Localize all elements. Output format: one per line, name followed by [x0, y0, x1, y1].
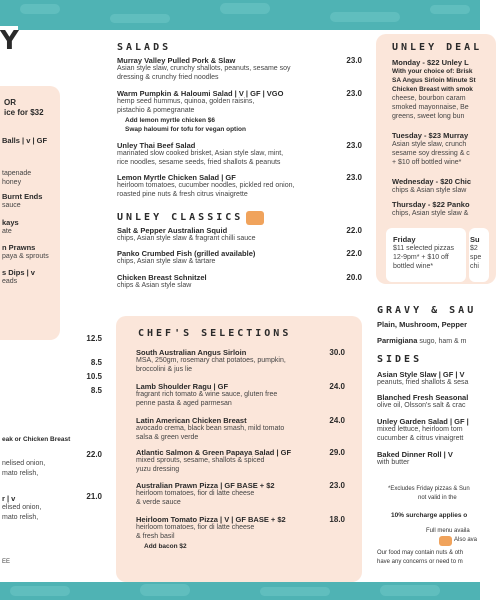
- side-name: Blanched Fresh Seasonal: [377, 393, 469, 402]
- footnote: not valid in the: [418, 495, 457, 501]
- side-name: Unley Garden Salad | GF |: [377, 417, 469, 426]
- left-lower-price: 22.0: [86, 450, 102, 459]
- classic-price: 22.0: [346, 249, 362, 258]
- salad-desc: roasted pine nuts & fresh citrus vinaigrette: [117, 191, 248, 198]
- classic-name: Salt & Pepper Australian Squid: [117, 226, 228, 235]
- chef-name: Australian Prawn Pizza | GF BASE + $2: [136, 481, 275, 490]
- surcharge-note: 10% surcharge applies o: [391, 512, 468, 519]
- left-price: 12.5: [86, 334, 102, 343]
- left-deal-line2: ice for $32: [4, 108, 44, 117]
- chef-name: Atlantic Salmon & Green Papaya Salad | GF: [136, 448, 292, 457]
- left-deal-box: [0, 86, 60, 340]
- chef-desc: & fresh basil: [136, 533, 175, 540]
- left-item-desc: sauce: [2, 202, 21, 209]
- left-item-name: s Dips | v: [2, 268, 35, 277]
- classic-desc: chips, Asian style slaw & tartare: [117, 258, 216, 265]
- deal-line: With your choice of: Brisk: [392, 68, 473, 75]
- friday-desc: bottled wine*: [393, 263, 434, 270]
- salad-name: Unley Thai Beef Salad: [117, 141, 196, 150]
- gravy-heading: GRAVY & SAU: [377, 305, 477, 316]
- chefs-heading: CHEF'S SELECTIONS: [138, 328, 292, 339]
- left-price: 10.5: [86, 372, 102, 381]
- sunday-title: Su: [470, 235, 480, 244]
- salad-desc: dressing & crunchy fried noodles: [117, 74, 219, 81]
- salad-desc: marinated slow cooked brisket, Asian style slaw, mint,: [117, 150, 284, 157]
- salad-desc: pistachio & pomegranate: [117, 107, 195, 114]
- left-deal-line1: OR: [4, 98, 16, 107]
- chef-desc: & verde sauce: [136, 499, 181, 506]
- left-item-desc: ate: [2, 228, 12, 235]
- gravy-parmigiana-desc: sugo, ham & m: [417, 338, 467, 345]
- sides-heading: SIDES: [377, 354, 423, 365]
- salad-price: 23.0: [346, 173, 362, 182]
- left-item-desc: eads: [2, 278, 18, 285]
- salad-note: Add lemon myrtle chicken $6: [125, 117, 215, 124]
- left-item-desc: tapenade: [2, 170, 32, 177]
- chef-desc: heirloom tomatoes, fior di latte cheese: [136, 490, 255, 497]
- side-name: Asian Style Slaw | GF | V: [377, 370, 465, 379]
- menu-page: [0, 26, 483, 582]
- chef-desc: salsa & green verde: [136, 434, 199, 441]
- chef-name: South Australian Angus Sirloin: [136, 348, 247, 357]
- friday-desc: $11 selected pizzas: [393, 245, 454, 252]
- friday-desc: 12-9pm* + $10 off: [393, 254, 449, 261]
- gravy-parmigiana: Parmigiana: [377, 336, 418, 345]
- classics-heading: UNLEY CLASSICS: [117, 212, 244, 223]
- left-price: 8.5: [90, 386, 102, 395]
- side-desc: olive oil, Olsson's salt & crac: [377, 402, 466, 409]
- side-desc: cucumber & citrus vinaigrett: [377, 435, 464, 442]
- classic-desc: chips & Asian style slaw: [117, 282, 192, 289]
- side-desc: mixed lettuce, heirloom tom: [377, 426, 463, 433]
- friday-title: Friday: [393, 235, 416, 244]
- deal-line: Monday - $22 Unley L: [392, 58, 469, 67]
- deal-line: Wednesday - $20 Chic: [392, 177, 472, 186]
- logo: Y: [0, 26, 19, 56]
- salad-price: 23.0: [346, 141, 362, 150]
- salad-name: Lemon Myrtle Chicken Salad | GF: [117, 173, 236, 182]
- chef-price: 30.0: [329, 348, 345, 357]
- salad-price: 23.0: [346, 56, 362, 65]
- deals-heading: UNLEY DEAL: [392, 42, 483, 53]
- chef-price: 18.0: [329, 515, 345, 524]
- chef-desc: broccolini & jus lie: [136, 366, 193, 373]
- menu-availability: Full menu availa: [426, 528, 470, 534]
- top-border: [0, 0, 480, 30]
- gravy-line-2: [377, 336, 466, 347]
- left-item-name: Burnt Ends: [2, 192, 43, 201]
- chef-desc: avocado crema, black bean smash, mild tomato: [136, 425, 285, 432]
- chef-name: Latin American Chicken Breast: [136, 416, 247, 425]
- deal-line: chips, Asian style slaw &: [392, 210, 469, 217]
- left-lower-line: r | v: [2, 494, 16, 503]
- salad-name: Murray Valley Pulled Pork & Slaw: [117, 56, 236, 65]
- chef-desc: yuzu dressing: [136, 466, 180, 473]
- left-lower-line: eak or Chicken Breast: [2, 436, 71, 443]
- salad-price: 23.0: [346, 89, 362, 98]
- deal-line: smoked mayonnaise, Be: [392, 104, 469, 111]
- chef-desc: mixed sprouts, sesame, shallots & spiced: [136, 457, 265, 464]
- classic-price: 22.0: [346, 226, 362, 235]
- gravy-line: Plain, Mushroom, Pepper: [377, 320, 468, 329]
- allergen-note: have any concerns or need to m: [377, 559, 463, 565]
- side-name: Baked Dinner Roll | V: [377, 450, 453, 459]
- chef-name: Heirloom Tomato Pizza | V | GF BASE + $2: [136, 515, 286, 524]
- deal-line: SA Angus Sirloin Minute St: [392, 77, 476, 84]
- chef-note: Add bacon $2: [144, 543, 187, 550]
- deal-line: cheese, bourbon caram: [392, 95, 466, 102]
- award-icon: [246, 211, 264, 225]
- left-item-name: n Prawns: [2, 243, 36, 252]
- sunday-desc: spe: [470, 254, 482, 261]
- salad-desc: hemp seed hummus, quinoa, golden raisins,: [117, 98, 255, 105]
- chef-price: 29.0: [329, 448, 345, 457]
- deal-line: Thursday - $22 Panko: [392, 200, 470, 209]
- chef-name: Lamb Shoulder Ragu | GF: [136, 382, 229, 391]
- salad-desc: Asian style slaw, crunchy shallots, peanuts, sesame soy: [117, 65, 291, 72]
- deal-line: sesame soy dressing & c: [392, 150, 470, 157]
- left-item-name: Balls | v | GF: [2, 136, 48, 145]
- salad-desc: heirloom tomatoes, cucumber noodles, pickled red onion,: [117, 182, 295, 189]
- left-lower-line: nelised onion,: [2, 460, 46, 467]
- chef-price: 24.0: [329, 416, 345, 425]
- salad-note: Swap haloumi for tofu for vegan option: [125, 126, 246, 133]
- deal-line: Tuesday - $23 Murray: [392, 131, 469, 140]
- left-lower-price: 21.0: [86, 492, 102, 501]
- chef-desc: penne pasta & aged parmesan: [136, 400, 232, 407]
- deal-line: Asian style slaw, crunch: [392, 141, 467, 148]
- left-lower-line: mato relish,: [2, 470, 39, 477]
- salad-name: Warm Pumpkin & Haloumi Salad | V | GF | VGO: [117, 89, 284, 98]
- also-available: Also ava: [454, 537, 478, 543]
- left-item-desc: honey: [2, 179, 22, 186]
- deal-line: greens, sweet long bun: [392, 113, 465, 120]
- deal-line: Chicken Breast with smok: [392, 86, 473, 93]
- classic-desc: chips, Asian style slaw & fragrant chilli sauce: [117, 235, 256, 242]
- left-price: 8.5: [90, 358, 102, 367]
- bottom-border: [0, 582, 480, 600]
- sunday-desc: $2: [470, 245, 478, 252]
- chef-desc: MSA, 250gm, rosemary chat potatoes, pumpkin,: [136, 357, 286, 364]
- footnote: *Excludes Friday pizzas & Sun: [388, 486, 470, 492]
- sunday-desc: chi: [470, 263, 479, 270]
- left-lower-line: elised onion,: [2, 504, 42, 511]
- classic-name: Panko Crumbed Fish (grilled available): [117, 249, 256, 258]
- award-icon: [439, 536, 452, 546]
- salads-heading: SALADS: [117, 42, 172, 53]
- classic-price: 20.0: [346, 273, 362, 282]
- chef-price: 23.0: [329, 481, 345, 490]
- allergen-note: Our food may contain nuts & oth: [377, 550, 464, 556]
- chef-desc: fragrant rich tomato & wine sauce, gluten free: [136, 391, 278, 398]
- left-item-desc: paya & sprouts: [2, 253, 49, 260]
- deal-line: + $10 off bottled wine*: [392, 159, 462, 166]
- left-item-name: kays: [2, 218, 19, 227]
- chef-desc: heirloom tomatoes, fior di latte cheese: [136, 524, 255, 531]
- side-desc: with butter: [377, 459, 410, 466]
- classic-name: Chicken Breast Schnitzel: [117, 273, 207, 282]
- salad-desc: rice noodles, sesame seeds, fried shallots & peanuts: [117, 159, 281, 166]
- left-lower-line: mato relish,: [2, 514, 39, 521]
- chef-price: 24.0: [329, 382, 345, 391]
- left-lower-line: EE: [2, 559, 11, 565]
- deal-line: chips & Asian style slaw: [392, 187, 467, 194]
- side-desc: peanuts, fried shallots & sesa: [377, 379, 469, 386]
